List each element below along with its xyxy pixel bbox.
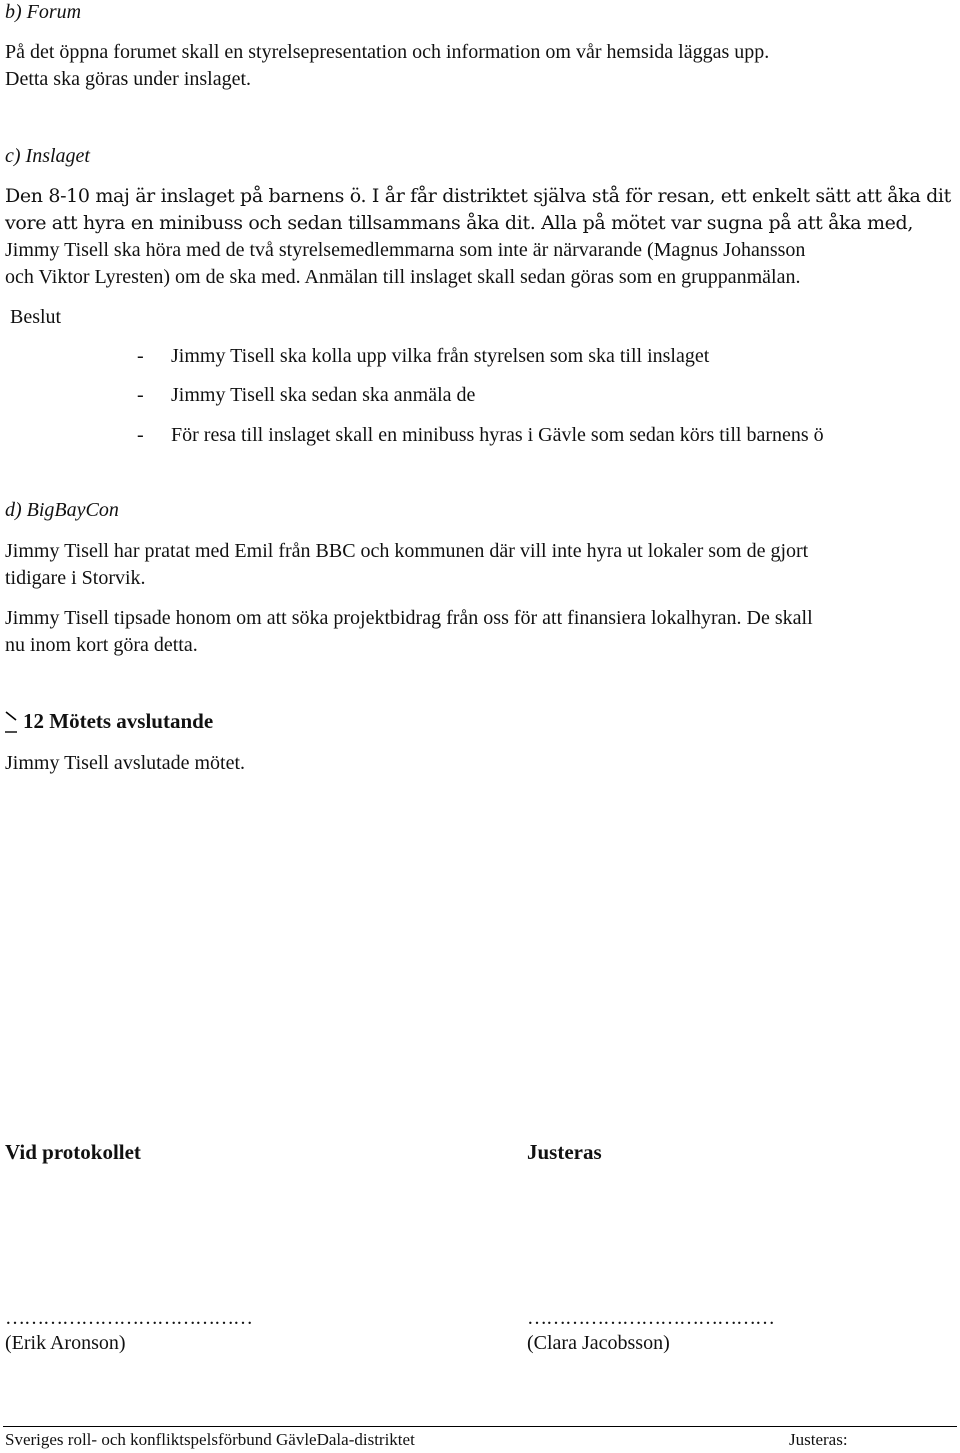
avslutande-text: Jimmy Tisell avslutade mötet. [5, 752, 246, 774]
signature-right-title: Justeras [527, 1140, 602, 1164]
list-bullet-dash: - [137, 345, 144, 367]
list-bullet-dash: - [137, 424, 144, 446]
beslut-label: Beslut [10, 306, 62, 328]
signature-left-title: Vid protokollet [5, 1140, 141, 1164]
footer-organization: Sveriges roll- och konfliktspelsförbund GävleDala-distriktet [5, 1430, 415, 1449]
inslaget-line-3: Jimmy Tisell ska höra med de två styrelsemedlemmarna som inte är närvarande (Magnus Johansson [5, 239, 806, 261]
footer-justeras: Justeras: [789, 1430, 848, 1449]
forum-line-1: På det öppna forumet skall en styrelsepresentation och information om vår hemsida läggas upp. [5, 41, 770, 63]
inslaget-line-2: vore att hyra en minibuss och sedan tillsammans åka dit. Alla på mötet var sugna på att åka med, [5, 212, 914, 234]
footer-divider [3, 1426, 957, 1427]
signature-left-name: (Erik Aronson) [5, 1332, 126, 1354]
beslut-item-2: Jimmy Tisell ska sedan ska anmäla de [171, 384, 476, 406]
signature-left-line: ………………………………… [5, 1307, 252, 1329]
bigbaycon-para2-line-1: Jimmy Tisell tipsade honom om att söka projektbidrag från oss för att finansiera lokalhyran. De skall [5, 607, 813, 629]
forum-line-2: Detta ska göras under inslaget. [5, 68, 252, 90]
list-bullet-dash: - [137, 384, 144, 406]
section-heading-bigbaycon: d) BigBayCon [5, 499, 119, 521]
section-heading-forum: b) Forum [5, 1, 82, 23]
section-heading-avslutande: 12 Mötets avslutande [23, 709, 214, 733]
inslaget-line-4: och Viktor Lyresten) om de ska med. Anmälan till inslaget skall sedan göras som en gruppanmälan. [5, 266, 801, 288]
bigbaycon-para1-line-2: tidigare i Storvik. [5, 567, 146, 589]
bigbaycon-para2-line-2: nu inom kort göra detta. [5, 634, 198, 656]
inslaget-line-1: Den 8-10 maj är inslaget på barnens ö. I år får distriktet själva stå för resan, ett enkelt sätt att åka dit [5, 185, 951, 207]
bigbaycon-para1-line-1: Jimmy Tisell har pratat med Emil från BBC och kommunen där vill inte hyra ut lokaler som de gjort [5, 540, 809, 562]
beslut-item-3: För resa till inslaget skall en minibuss hyras i Gävle som sedan körs till barnens ö [171, 424, 824, 446]
section-heading-inslaget: c) Inslaget [5, 145, 90, 167]
section-arrow-icon [4, 711, 18, 733]
signature-right-name: (Clara Jacobsson) [527, 1332, 670, 1354]
beslut-item-1: Jimmy Tisell ska kolla upp vilka från styrelsen som ska till inslaget [171, 345, 710, 367]
signature-right-line: ………………………………… [527, 1307, 774, 1329]
